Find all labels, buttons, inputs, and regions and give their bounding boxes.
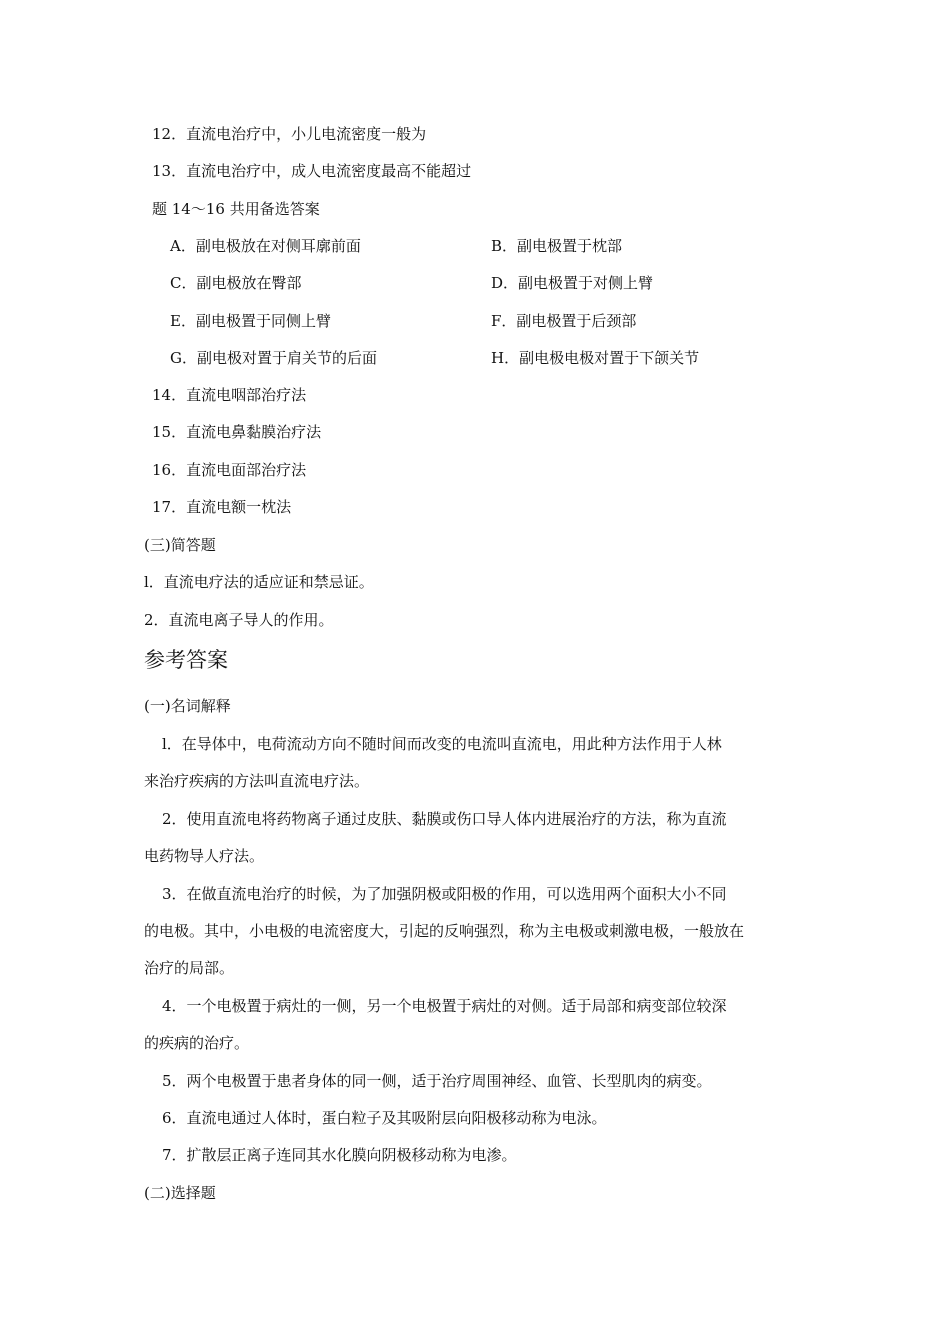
option-a: A．副电极放在对侧耳廓前面 xyxy=(170,237,361,255)
answer-line-7: 治疗的局部。 xyxy=(144,959,235,977)
option-b: B．副电极置于枕部 xyxy=(491,237,623,255)
option-f: F．副电极置于后颈部 xyxy=(491,312,637,330)
question-15: 15．直流电鼻黏膜治疗法 xyxy=(152,423,322,441)
answer-line-1: l．在导体中，电荷流动方向不随时间而改变的电流叫直流电，用此种方法作用于人林 xyxy=(162,735,722,753)
question-16: 16．直流电面部治疗法 xyxy=(152,461,307,479)
answer-line-5: 3．在做直流电治疗的时候，为了加强阴极或阳极的作用，可以选用两个面积大小不同 xyxy=(162,885,727,903)
answers-heading: 参考答案 xyxy=(144,648,228,672)
answer-line-11: 6．直流电通过人体时，蛋白粒子及其吸附层向阳极移动称为电泳。 xyxy=(162,1109,607,1127)
shared-options-title: 题 14～16 共用备选答案 xyxy=(152,200,320,218)
answer-line-10: 5．两个电极置于患者身体的同一侧，适于治疗周围神经、血管、长型肌肉的病变。 xyxy=(162,1072,712,1090)
question-14: 14．直流电咽部治疗法 xyxy=(152,386,307,404)
answer-line-12: 7．扩散层正离子连同其水化膜向阴极移动称为电渗。 xyxy=(162,1146,517,1164)
option-e: E．副电极置于同侧上臂 xyxy=(170,312,331,330)
answer-line-6: 的电极。其中，小电极的电流密度大，引起的反响强烈，称为主电极或刺激电极，一般放在 xyxy=(144,922,745,940)
question-12: 12．直流电治疗中，小儿电流密度一般为 xyxy=(152,125,427,143)
answer-line-8: 4．一个电极置于病灶的一侧，另一个电极置于病灶的对侧。适于局部和病变部位较深 xyxy=(162,997,727,1015)
answer-line-2: 来治疗疾病的方法叫直流电疗法。 xyxy=(144,772,370,790)
question-17: 17．直流电额一枕法 xyxy=(152,498,292,516)
option-h: H．副电极电极对置于下颌关节 xyxy=(491,349,700,367)
option-c: C．副电极放在臀部 xyxy=(170,274,302,292)
term-section-title: (一)名词解释 xyxy=(144,697,231,715)
short-answer-item-2: 2．直流电离子导人的作用。 xyxy=(144,611,334,629)
short-answer-item-1: l．直流电疗法的适应证和禁忌证。 xyxy=(144,573,374,591)
question-13: 13．直流电治疗中，成人电流密度最高不能超过 xyxy=(152,162,472,180)
short-answer-title: (三)简答题 xyxy=(144,536,216,554)
answer-line-9: 的疾病的治疗。 xyxy=(144,1034,250,1052)
answer-line-3: 2．使用直流电将药物离子通过皮肤、黏膜或伤口导人体内进展治疗的方法，称为直流 xyxy=(162,810,727,828)
option-d: D．副电极置于对侧上臂 xyxy=(491,274,654,292)
answer-line-4: 电药物导人疗法。 xyxy=(144,847,265,865)
choice-section-title: (二)选择题 xyxy=(144,1184,216,1202)
option-g: G．副电极对置于肩关节的后面 xyxy=(170,349,377,367)
